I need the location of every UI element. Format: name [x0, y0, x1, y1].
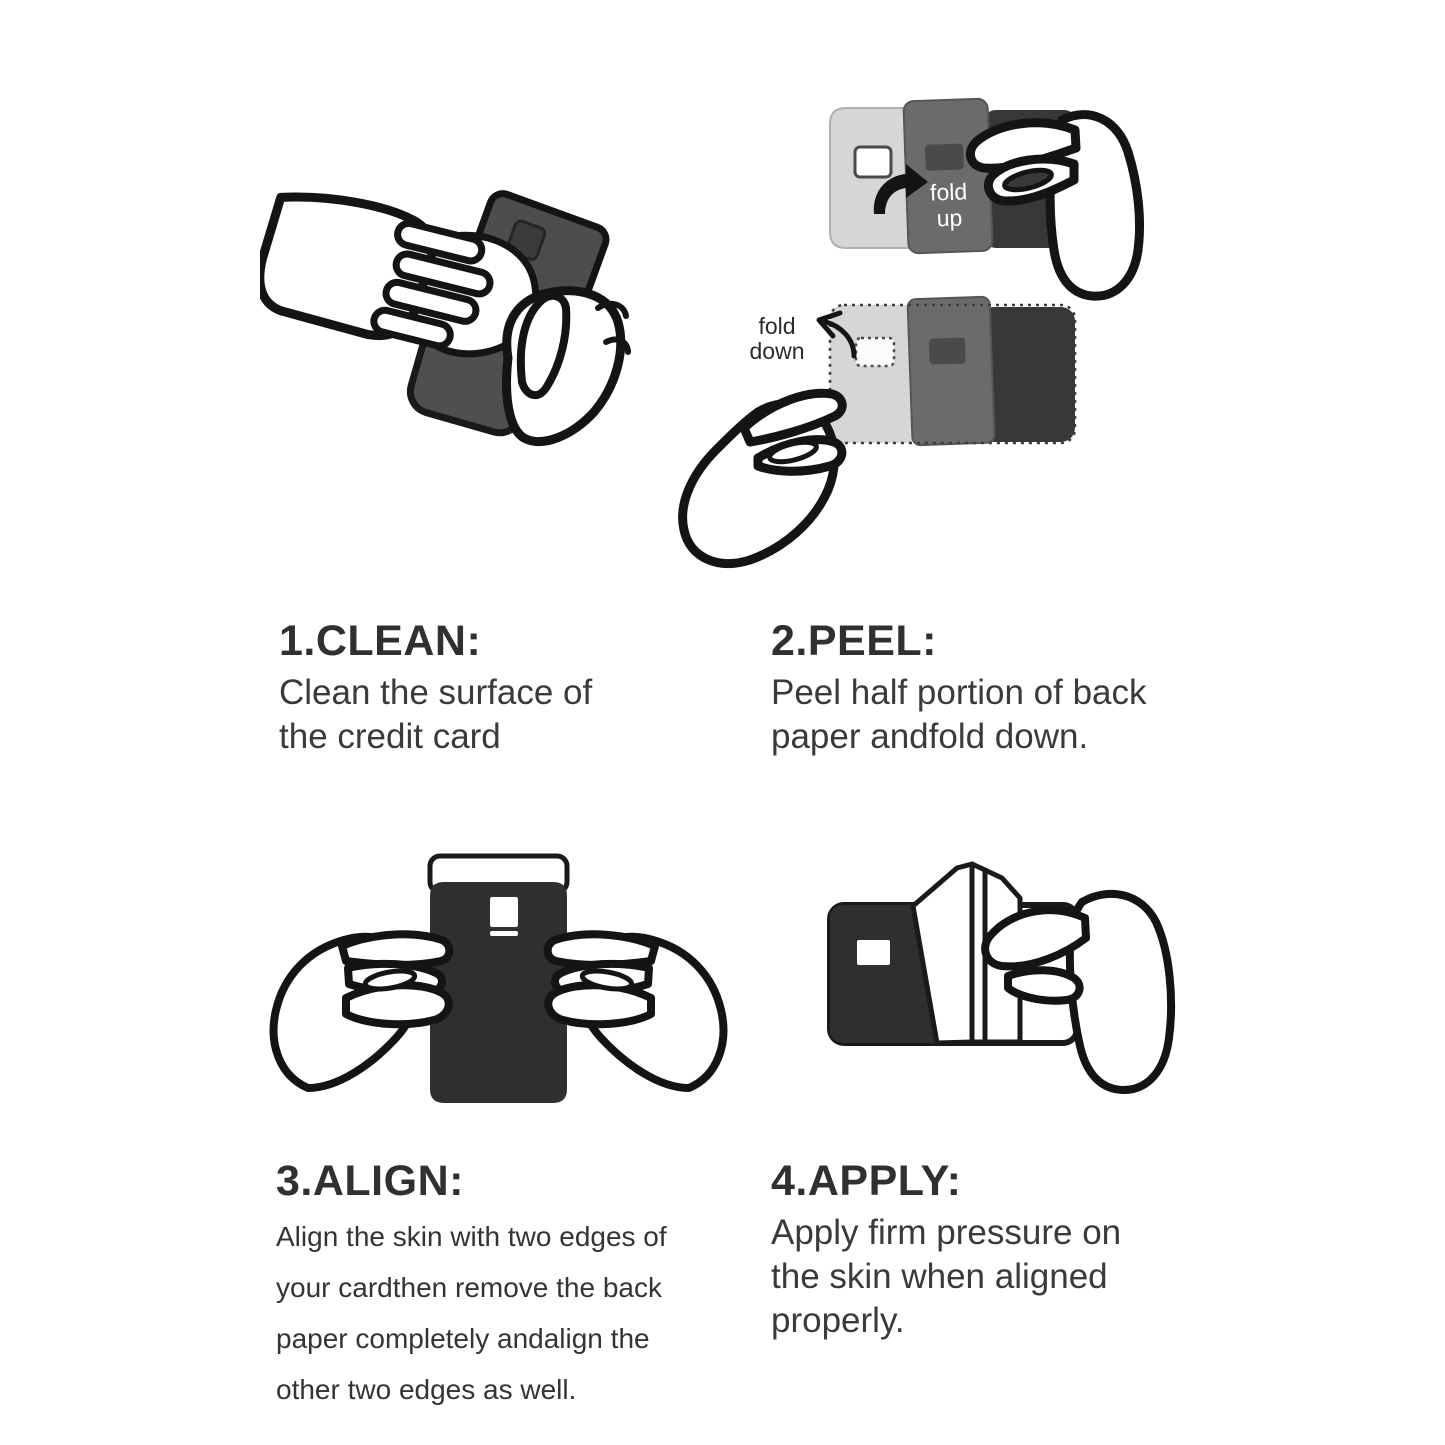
gripping-hand-icon [985, 894, 1171, 1090]
right-hand-icon [548, 934, 724, 1088]
chip-dashed-outline [856, 338, 894, 366]
holding-hand-icon [507, 291, 628, 442]
step1-description: Clean the surface of the credit card [279, 673, 593, 756]
fold-down-figure [683, 297, 1075, 564]
step3-align-illustration [250, 830, 730, 1140]
fold-up-label-line2: up [936, 204, 963, 232]
chip-outline [855, 147, 891, 177]
chip-dark [929, 337, 966, 364]
step4-description: Apply firm pressure on the skin when aligned properly. [771, 1213, 1122, 1340]
left-hand-icon [274, 934, 450, 1088]
fold-up-figure [830, 99, 1140, 297]
step3-title: 3.ALIGN: [276, 1157, 464, 1205]
step4-text-block [771, 1157, 1121, 1343]
step2-text-block [771, 617, 1147, 759]
step1-text-block [279, 617, 592, 759]
fold-down-label-line2: down [749, 338, 805, 364]
chip-window [857, 940, 890, 965]
step2-title: 2.PEEL: [771, 617, 937, 665]
pinching-hand-bottom-icon [683, 393, 843, 563]
step3-text-block [276, 1157, 667, 1415]
step3-description: Align the skin with two edges of your cardthen remove the back paper completely andalign the other two edges as well. [276, 1221, 667, 1405]
fold-up-label-line1: fold [929, 178, 968, 206]
step1-title: 1.CLEAN: [279, 617, 482, 665]
chip-window [490, 897, 518, 927]
skin-gray-half [908, 297, 995, 446]
step2-peel-illustration [660, 80, 1190, 610]
step4-apply-illustration [780, 840, 1220, 1140]
step4-title: 4.APPLY: [771, 1157, 962, 1205]
step1-clean-illustration [260, 150, 700, 460]
chip-dark [925, 143, 964, 170]
backing-paper-light-dashed [830, 305, 912, 443]
fold-down-label-line1: fold [758, 313, 796, 339]
step2-description: Peel half portion of back paper andfold down. [771, 673, 1147, 756]
thumb [1008, 970, 1080, 1000]
